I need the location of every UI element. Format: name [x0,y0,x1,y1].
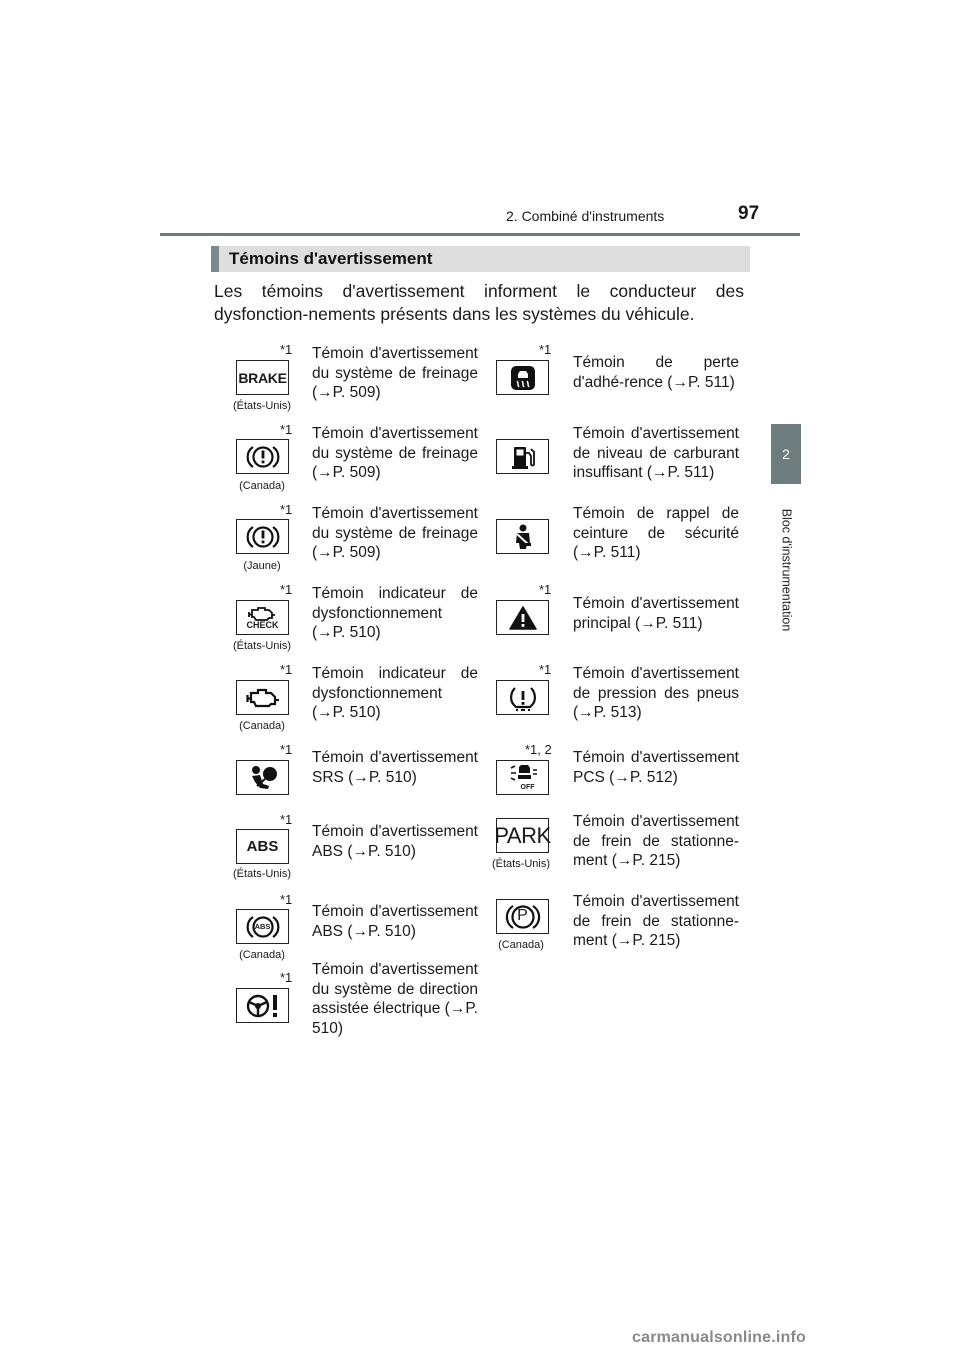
skid-icon [496,360,549,395]
abs-icon-text: ABS [246,838,279,855]
pcs-off-icon [496,760,549,795]
footnote-marker: *1 [280,422,293,437]
footnote-marker: *1 [539,662,552,677]
master-warning-icon [496,600,549,635]
region-label: (États-Unis) [232,640,292,652]
region-label: (Canada) [239,720,285,732]
tire-pressure-icon [496,680,549,715]
footnote-marker: *1 [280,742,293,757]
item-description: Témoin de rappel de ceinture de sécurité (→P. 511) [573,505,739,561]
item-description: Témoin d'avertissement du système de freinage (→P. 509) [312,345,478,401]
chapter-tab [771,424,801,484]
item-description: Témoin indicateur de dysfonctionnement (→P. 510) [312,665,478,721]
item-description: Témoin d'avertissement de niveau de carburant insuffisant (→P. 511) [573,425,739,481]
item-description: Témoin d'avertissement ABS (→P. 510) [312,903,478,940]
item-description: Témoin d'avertissement principal (→P. 511) [573,595,739,632]
brake-icon [236,360,289,395]
abs-icon [236,829,289,864]
item-description: Témoin d'avertissement PCS (→P. 512) [573,749,739,786]
engine-icon [236,680,289,715]
item-description: Témoin d'avertissement ABS (→P. 510) [312,823,478,860]
abs-circle-icon [236,909,289,944]
check-icon-text: CHECK [246,620,279,630]
region-label: (Canada) [498,939,544,951]
region-label: (Canada) [239,480,285,492]
region-label: (États-Unis) [232,400,292,412]
region-label: (Jaune) [243,560,281,572]
chapter-tab-label-wrap [771,490,801,650]
item-description: Témoin indicateur de dysfonctionnement (→P. 510) [312,585,478,641]
park-icon [496,818,549,853]
engine-check-icon [236,600,289,635]
item-description: Témoin d'avertissement de frein de stationne-ment (→P. 215) [573,893,739,949]
page-number: 97 [738,203,760,224]
brake-circle-icon [236,519,289,554]
footnote-marker: *1 [280,662,293,677]
item-description: Témoin d'avertissement du système de freinage (→P. 509) [312,505,478,561]
item-description: Témoin d'avertissement du système de freinage (→P. 509) [312,425,478,481]
region-label: (États-Unis) [232,868,292,880]
item-description: Témoin d'avertissement SRS (→P. 510) [312,749,478,786]
parking-circle-icon [496,899,549,934]
section-intro: Les témoins d'avertissement informent le conducteur des dysfonction-nements présents dans les systèmes du véhicule. [214,281,744,324]
header-rule [160,233,800,236]
region-label: (États-Unis) [491,858,551,870]
footnote-marker: *1 [539,342,552,357]
steering-warning-icon [236,988,289,1023]
item-description: Témoin de perte d'adhé-rence (→P. 511) [573,354,739,391]
item-description: Témoin d'avertissement du système de direction assistée électrique (→P. 510) [312,961,478,1037]
footnote-marker: *1 [280,342,293,357]
watermark: carmanualsonline.info [632,1329,807,1346]
parking-circle-icon-text: P [517,906,528,924]
airbag-icon [236,760,289,795]
brake-icon-text: BRAKE [238,369,287,386]
item-description: Témoin d'avertissement de pression des pneus (→P. 513) [573,665,739,721]
footnote-marker: *1 [280,502,293,517]
section-heading: Témoins d'avertissement [211,246,750,272]
seatbelt-icon [496,519,549,554]
footnote-marker: *1 [280,970,293,985]
footnote-marker: *1 [280,892,293,907]
chapter-tab-number: 2 [782,446,790,462]
chapter-tab-label: Bloc d'instrumentation [779,508,793,632]
region-label: (Canada) [239,949,285,961]
fuel-icon [496,439,549,474]
footnote-marker: *1 [280,582,293,597]
item-description: Témoin d'avertissement de frein de stationne-ment (→P. 215) [573,813,739,869]
footnote-marker: *1, 2 [525,742,552,757]
footnote-marker: *1 [539,582,552,597]
chapter-title: 2. Combiné d'instruments [506,208,665,224]
footnote-marker: *1 [280,812,293,827]
brake-circle-icon [236,439,289,474]
abs-circle-icon-text: ABS [254,921,271,931]
pcs-off-icon-text: OFF [520,784,535,791]
park-icon-text: PARK [494,822,551,848]
